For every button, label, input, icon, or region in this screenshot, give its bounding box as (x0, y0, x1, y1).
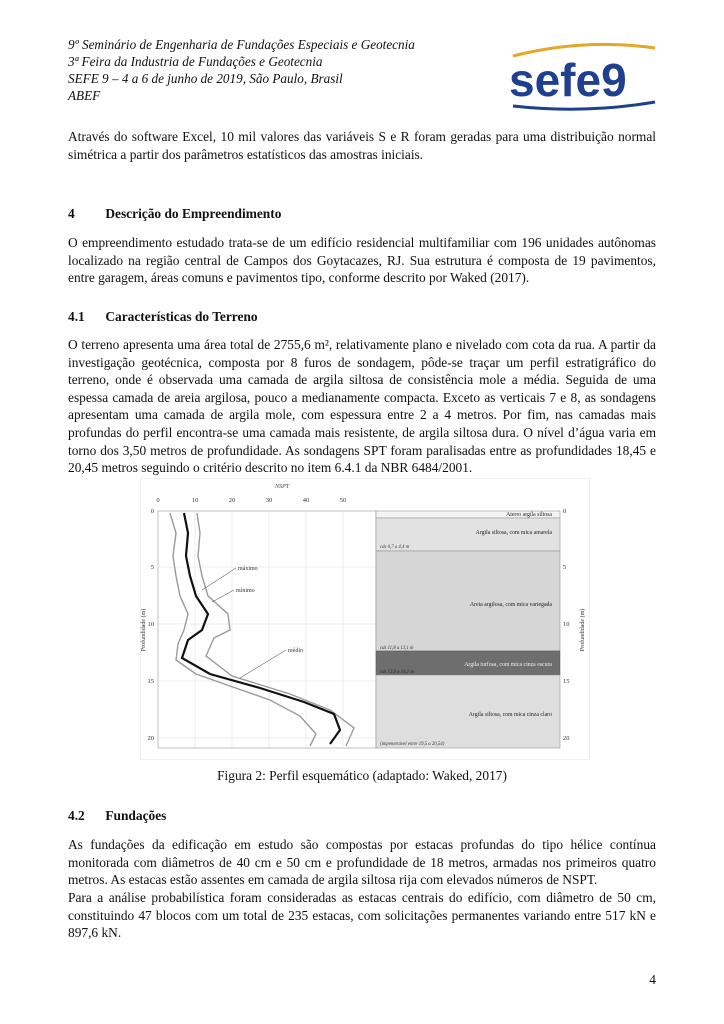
x-tick-30: 30 (265, 497, 273, 504)
header-line-4: ABEF (68, 88, 101, 103)
conference-header (68, 36, 498, 104)
level-note-4: (impenetrável entre 19,5 a 20,54) (380, 742, 445, 747)
level-note-1: cds 0,7 a 4,4 m (380, 545, 410, 550)
x-tick-0: 0 (156, 497, 160, 504)
y-tick-left-10: 10 (147, 621, 154, 628)
layer-label-sand: Areia argilosa, com mica variegada (469, 602, 552, 608)
x-tick-40: 40 (302, 497, 310, 504)
section-4-2-heading (68, 808, 166, 824)
page-number: 4 (649, 972, 656, 987)
section-4-2-body-1: As fundações da edificação em estudo são compostas por estacas profundas do tipo hélice contínua monitorada com diâmetros de 40 cm e 50 cm e profundidade de 18 metros, armadas nos primeiros quatro metros. As estacas estão assentes em camada de argila siltosa rija com elevados números de NSPT. (68, 837, 656, 888)
nspt-plot-area (158, 511, 376, 748)
section-4-2-body-2: Para a análise probabilística foram consideradas as estacas centrais do edifício, com diâmetro de 50 cm, constituindo 47 blocos com um total de 235 estacas, com solicitações permanentes variando entre 517 kN e 897,6 kN. (68, 890, 656, 941)
y-tick-right-10: 10 (563, 621, 570, 628)
y-tick-right-5: 5 (563, 564, 567, 571)
section-4-1-number: 4.1 (68, 309, 85, 324)
y-tick-left-0: 0 (150, 508, 154, 515)
y-tick-right-15: 15 (563, 678, 570, 685)
label-max: máximo (238, 566, 258, 572)
layer-label-peat: Argila turfosa, com mica cinza escura (464, 662, 552, 668)
sefe9-logo (505, 36, 665, 114)
header-line-3: SEFE 9 – 4 a 6 de junho de 2019, São Paulo, Brasil (68, 71, 343, 86)
section-4-1-title: Características do Terreno (105, 309, 258, 324)
y-tick-right-0: 0 (563, 508, 567, 515)
figure-caption: Figura 2: Perfil esquemático (adaptado: Waked, 2017) (217, 768, 507, 783)
level-note-2: cds 11,8 a 13,1 m (380, 646, 414, 651)
header-line-1: 9º Seminário de Engenharia de Fundações Especiais e Geotecnia (68, 37, 415, 52)
y-tick-left-5: 5 (150, 564, 154, 571)
y-tick-right-20: 20 (563, 735, 570, 742)
left-axis-title: Profundidade (m) (141, 608, 147, 652)
nspt-axis-title: NSPT (275, 484, 290, 490)
y-tick-left-20: 20 (147, 735, 154, 742)
label-min: mínimo (236, 588, 255, 594)
x-tick-20: 20 (228, 497, 236, 504)
x-tick-10: 10 (191, 497, 199, 504)
layer-sand-variegated (376, 551, 560, 651)
label-mean: médio (288, 648, 303, 654)
section-4-body: O empreendimento estudado trata-se de um edifício residencial multifamiliar com 196 unidades autônomas localizado na região central de Campos dos Goytacazes, RJ. Sua estrutura é composta de 19 pavimentos, entre garagem, áreas comuns e pavimentos tipo, conforme descrito por Waked (2017). (68, 235, 656, 286)
section-4-1-heading (68, 309, 258, 325)
logo-wordmark: sefe9 (509, 54, 627, 106)
x-tick-50: 50 (339, 497, 347, 504)
section-4-1-body: O terreno apresenta uma área total de 2755,6 m², relativamente plano e nivelado com cota da rua. A partir da investigação geotécnica, composta por 8 furos de sondagem, pôde-se traçar um perfil estratigráfico do terreno, onde é observada uma camada de argila siltosa de consistência mole a média. Seguida de uma espessa camada de areia argilosa, pouco a medianamente compacta. Exceto as verticais 7 e 8, as sondagens apresentam uma camada de argila mole, com espessura entre 2 a 4 metros. Por fim, nas camadas mais profundas do perfil encontra-se uma camada mais resistente, de argila siltosa dura. O nível d’água varia em torno dos 3,50 metros de profundidade. As sondagens SPT foram paralisadas entre as profundidades 18,45 e 20,45 metros seguindo o critério descrito no item 6.4.1 da NBR 6484/2001. (68, 337, 656, 476)
section-4-2-number: 4.2 (68, 808, 85, 823)
section-4-2-title: Fundações (105, 808, 167, 823)
layer-label-clay-grey: Argila siltosa, com mica cinza claro (468, 712, 552, 718)
header-line-2: 3ª Feira da Industria de Fundações e Geotecnia (68, 54, 323, 69)
soil-profile-figure (140, 478, 590, 760)
section-4-number: 4 (68, 206, 75, 221)
section-4-heading (68, 206, 281, 222)
layer-label-fill: Aterro argila siltosa (506, 512, 552, 518)
section-4-title: Descrição do Empreendimento (105, 206, 282, 221)
level-note-3: cds 13,6 a 14,1 m (380, 670, 414, 675)
layer-label-clay-yellow: Argila siltosa, com mica amarela (475, 530, 552, 536)
intro-paragraph: Através do software Excel, 10 mil valores das variáveis S e R foram geradas para uma distribuição normal simétrica a partir dos parâmetros estatísticos das amostras iniciais. (68, 129, 656, 162)
right-axis-title: Profundidade (m) (580, 608, 586, 652)
y-tick-left-15: 15 (147, 678, 154, 685)
